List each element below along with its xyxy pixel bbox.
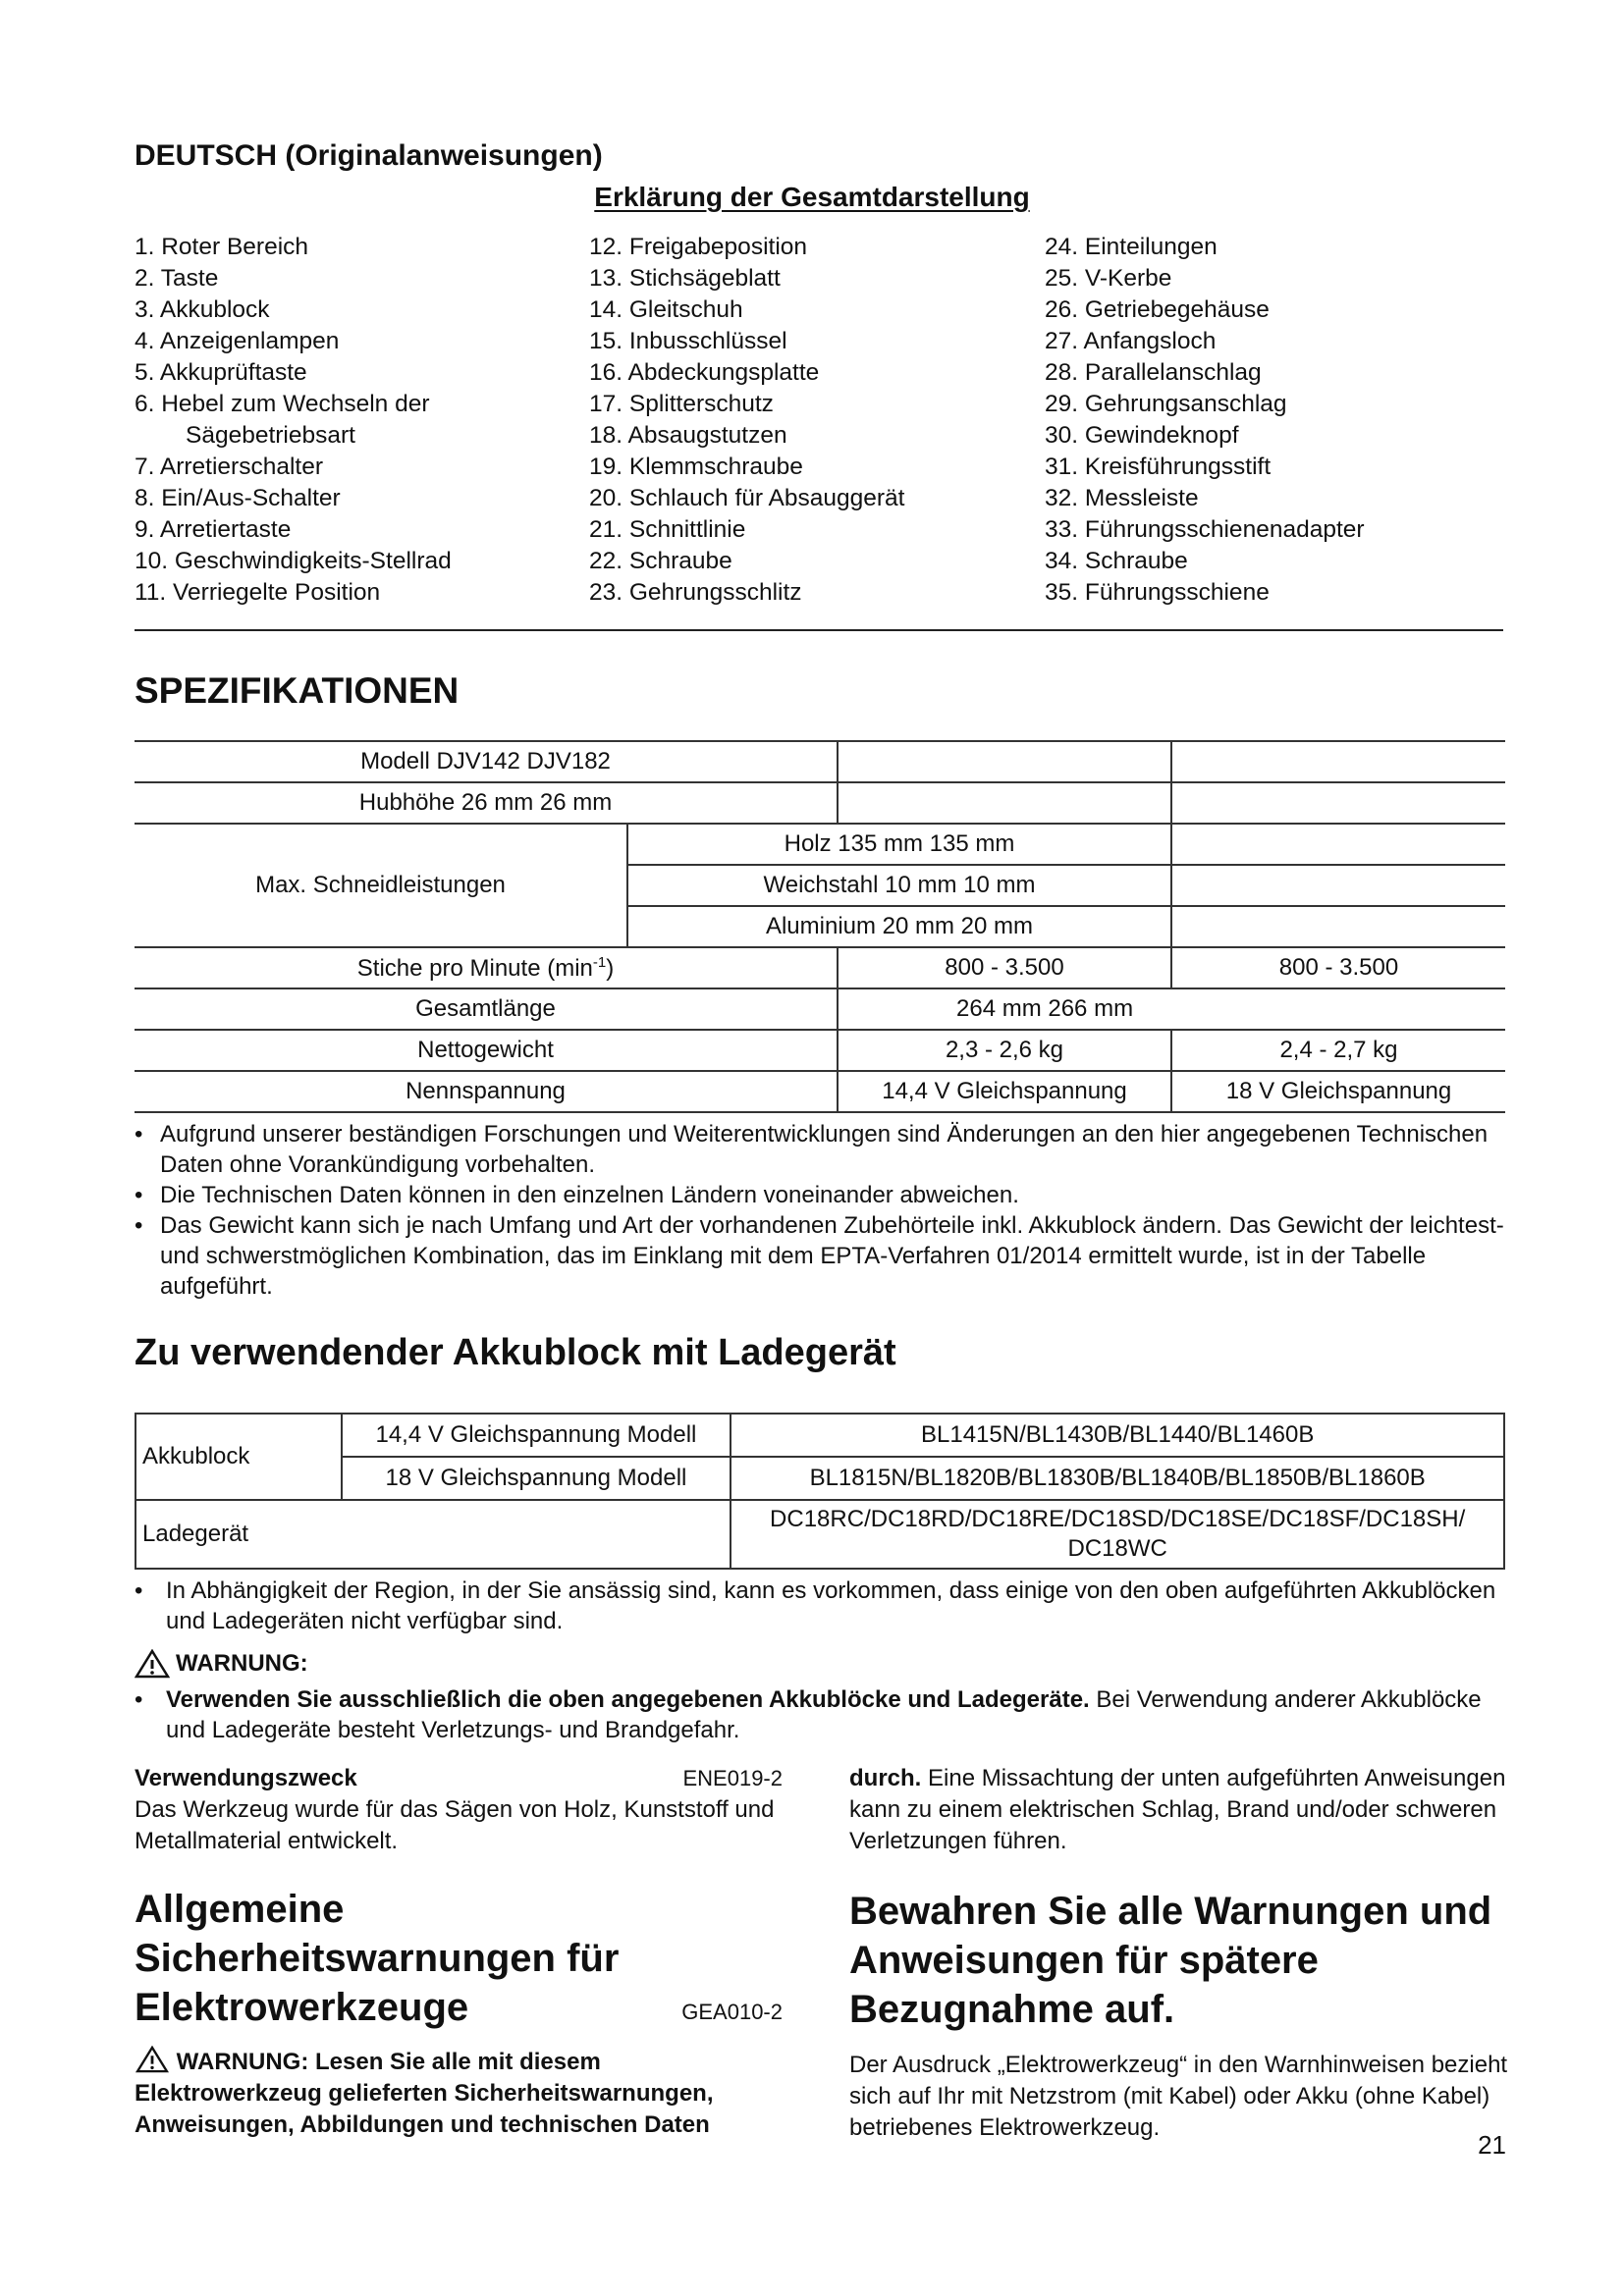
spec-weight-v2: 2,4 - 2,7 kg [1171, 1030, 1505, 1071]
part-item: 7. Arretierschalter [135, 454, 323, 480]
part-item: 34. Schraube [1045, 548, 1188, 574]
part-item: 13. Stichsägeblatt [589, 265, 781, 292]
part-item: 29. Gehrungsanschlag [1045, 391, 1287, 417]
part-item: 16. Abdeckungsplatte [589, 359, 820, 386]
battery-model-18: 18 V Gleichspannung Modell [342, 1457, 731, 1500]
part-item: 32. Messleiste [1045, 485, 1199, 511]
charger-list: DC18RC/DC18RD/DC18RE/DC18SD/DC18SE/DC18SF/DC18SH/ DC18WC [731, 1500, 1504, 1569]
part-item: 6. Hebel zum Wechseln der [135, 391, 430, 417]
spec-notes [135, 1119, 1509, 1302]
part-item: 2. Taste [135, 265, 219, 292]
parts-list-col3 [1045, 232, 1365, 609]
part-item: 35. Führungsschiene [1045, 579, 1270, 606]
spec-steel: Weichstahl 10 mm 10 mm [627, 865, 1171, 906]
part-item: 12. Freigabeposition [589, 234, 808, 260]
part-item: 23. Gehrungsschlitz [589, 579, 802, 606]
part-item: 4. Anzeigenlampen [135, 328, 340, 354]
note-item: • Aufgrund unserer beständigen Forschungen und Weiterentwicklungen sind Änderungen an den hier angegebenen Technischen Daten ohne Vorankündigung vorbehalten. [135, 1119, 1509, 1180]
part-item: 17. Splitterschutz [589, 391, 774, 417]
part-item: 14. Gleitschuh [589, 296, 743, 323]
table-row [135, 947, 1505, 988]
spec-stroke: Hubhöhe 26 mm 26 mm [135, 782, 838, 824]
part-item: 11. Verriegelte Position [135, 579, 381, 606]
specs-table [135, 740, 1505, 1113]
part-item: 5. Akkuprüftaste [135, 359, 307, 386]
part-item: 1. Roter Bereich [135, 234, 309, 260]
table-row [135, 1414, 1504, 1457]
part-item: 30. Gewindeknopf [1045, 422, 1239, 449]
part-item: 25. V-Kerbe [1045, 265, 1172, 292]
part-item: 22. Schraube [589, 548, 732, 574]
intended-use-code: ENE019-2 [682, 1766, 783, 1790]
part-item-continuation: Sägebetriebsart [186, 422, 355, 449]
part-item: 27. Anfangsloch [1045, 328, 1217, 354]
spec-length-label: Gesamtlänge [135, 988, 838, 1030]
part-item: 9. Arretiertaste [135, 516, 292, 543]
table-row [135, 1500, 1504, 1569]
table-row [135, 1457, 1504, 1500]
part-item: 8. Ein/Aus-Schalter [135, 485, 341, 511]
parts-list-col2 [589, 232, 904, 609]
spec-length-value: 264 mm 266 mm [838, 988, 1171, 1030]
table-row [135, 1071, 1505, 1112]
part-item: 20. Schlauch für Absauggerät [589, 485, 905, 511]
warning-triangle-icon [135, 2046, 170, 2073]
section-divider [135, 629, 1503, 631]
warning-text: • Verwenden Sie ausschließlich die oben angegebenen Akkublöcke und Ladegeräte. Bei Verwendung anderer Akkublöcke und Ladegeräte besteht Verletzungs- und Brandgefahr. [135, 1684, 1509, 1745]
general-safety-heading: Allgemeine Sicherheitswarnungen für Elektrowerkzeuge GEA010-2 [135, 1885, 792, 2032]
specs-heading: SPEZIFIKATIONEN [135, 670, 460, 711]
spec-spm-v1: 800 - 3.500 [838, 947, 1171, 988]
spec-wood: Holz 135 mm 135 mm [627, 824, 1171, 865]
warning-label: WARNUNG: [135, 1649, 308, 1679]
part-item: 26. Getriebegehäuse [1045, 296, 1270, 323]
spec-spm-v2: 800 - 3.500 [1171, 947, 1505, 988]
part-item: 19. Klemmschraube [589, 454, 803, 480]
page-number: 21 [1478, 2130, 1506, 2160]
table-row [135, 988, 1505, 1030]
part-item: 31. Kreisführungsstift [1045, 454, 1272, 480]
spec-voltage-v1: 14,4 V Gleichspannung [838, 1071, 1171, 1112]
note-item: • Die Technischen Daten können in den einzelnen Ländern voneinander abweichen. [135, 1180, 1509, 1210]
part-item: 18. Absaugstutzen [589, 422, 787, 449]
intended-use-text: Das Werkzeug wurde für das Sägen von Holz, Kunststoff und Metallmaterial entwickelt. [135, 1796, 775, 1854]
warning-triangle-icon [135, 1649, 170, 1679]
spec-aluminium: Aluminium 20 mm 20 mm [627, 906, 1171, 947]
spec-max-cut-label: Max. Schneidleistungen [135, 824, 627, 947]
table-row [135, 741, 1505, 782]
table-row [135, 824, 1505, 865]
table-row [135, 1030, 1505, 1071]
parts-list-col1 [135, 232, 452, 609]
spec-spm-label: Stiche pro Minute $(\min^{-1})$ [135, 947, 838, 988]
part-item: 33. Führungsschienenadapter [1045, 516, 1365, 543]
warning-continuation: durch. Eine Missachtung der unten aufgeführten Anweisungen kann zu einem elektrischen Schlag, Brand und/oder schweren Verletzungen führen. [849, 1765, 1506, 1854]
note-item: • Das Gewicht kann sich je nach Umfang und Art der vorhandenen Zubehörteile inkl. Akkublock ändern. Das Gewicht der leichtest- und schwerstmöglichen Kombination, das im Einklang mit dem EPTA-Verfahren 01/2014 ermittelt wurde, ist in der Tabelle aufgeführt. [135, 1210, 1509, 1302]
part-item: 28. Parallelanschlag [1045, 359, 1262, 386]
power-tool-definition: Der Ausdruck „Elektrowerkzeug“ in den Warnhinweisen bezieht sich auf Ihr mit Netzstrom (mit Kabel) oder Akku (ohne Kabel) betriebenes Elektrowerkzeug. [849, 2052, 1508, 2141]
battery-heading: Zu verwendender Akkublock mit Ladegerät [135, 1332, 896, 1373]
charger-label: Ladegerät [135, 1500, 731, 1569]
part-item: 3. Akkublock [135, 296, 270, 323]
language-title: DEUTSCH (Originalanweisungen) [135, 139, 603, 172]
spec-voltage-label: Nennspannung [135, 1071, 838, 1112]
part-item: 21. Schnittlinie [589, 516, 746, 543]
table-row [135, 782, 1505, 824]
general-safety-code: GEA010-2 [681, 2000, 783, 2024]
overview-title: Erklärung der Gesamtdarstellung [594, 182, 1030, 212]
intended-use-title: Verwendungszweck [135, 1765, 357, 1791]
spec-weight-v1: 2,3 - 2,6 kg [838, 1030, 1171, 1071]
intended-use-section [135, 1763, 792, 1857]
part-item: 15. Inbusschlüssel [589, 328, 787, 354]
spec-voltage-v2: 18 V Gleichspannung [1171, 1071, 1505, 1112]
keep-instructions-heading: Bewahren Sie alle Warnungen und Anweisungen für spätere Bezugnahme auf. [849, 1890, 1492, 2031]
battery-list-18: BL1815N/BL1820B/BL1830B/BL1840B/BL1850B/BL1860B [731, 1457, 1504, 1500]
battery-model-144: 14,4 V Gleichspannung Modell [342, 1414, 731, 1457]
general-safety-warning: WARNUNG: Lesen Sie alle mit diesem Elektrowerkzeug gelieferten Sicherheitswarnungen, Anweisungen, Abbildungen und technischen Daten [135, 2046, 792, 2141]
spec-model: Modell DJV142 DJV182 [135, 741, 838, 782]
battery-table [135, 1413, 1505, 1570]
part-item: 10. Geschwindigkeits-Stellrad [135, 548, 452, 574]
region-note: • In Abhängigkeit der Region, in der Sie ansässig sind, kann es vorkommen, dass einige von den oben aufgeführten Akkublöcken und Ladegeräten nicht verfügbar sind. [135, 1575, 1509, 1636]
battery-list-144: BL1415N/BL1430B/BL1440/BL1460B [731, 1414, 1504, 1457]
spec-weight-label: Nettogewicht [135, 1030, 838, 1071]
part-item: 24. Einteilungen [1045, 234, 1218, 260]
battery-label: Akkublock [135, 1414, 342, 1500]
